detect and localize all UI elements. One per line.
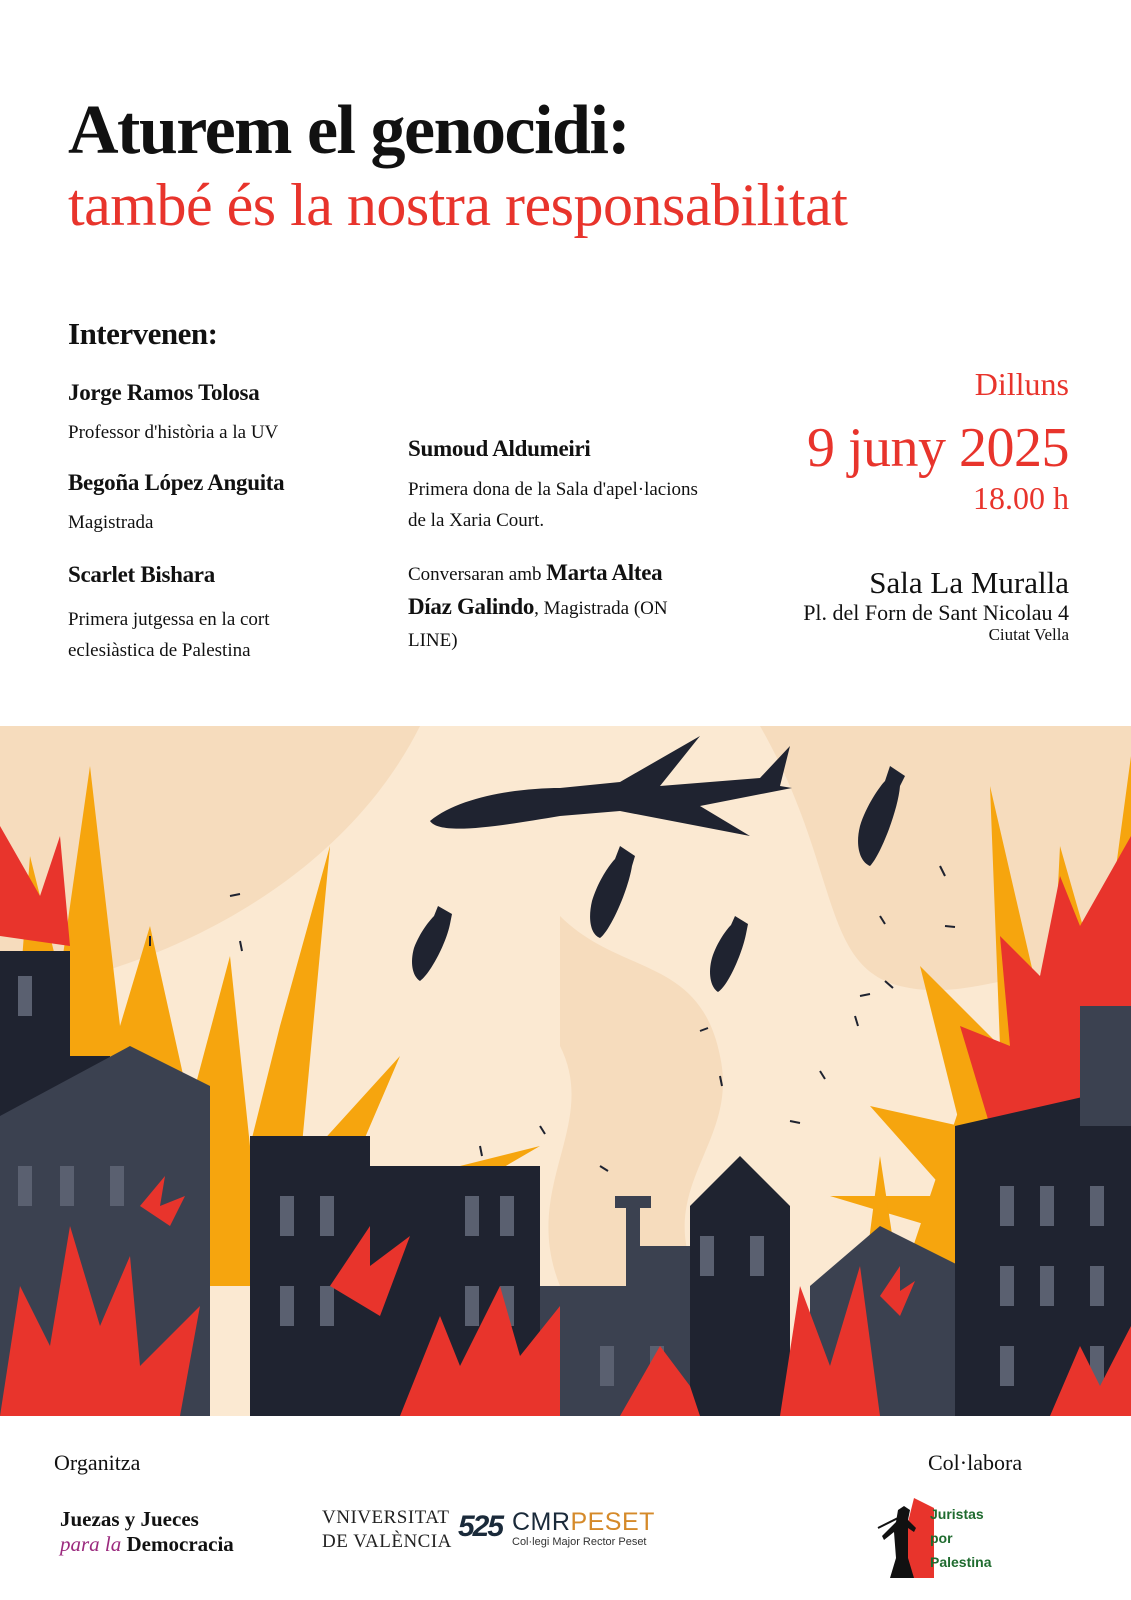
- building: [1080, 1006, 1131, 1126]
- speaker-role: Magistrada: [68, 512, 154, 533]
- cmr-peset-logo: [512, 1508, 655, 1548]
- speaker-name: Jorge Ramos Tolosa: [68, 380, 260, 405]
- speaker-name: Begoña López Anguita: [68, 470, 285, 495]
- speaker-role: Primera jutgessa en la cort eclesiàstica de Palestina: [68, 609, 270, 661]
- logo-text: DE VALÈNCIA: [322, 1531, 452, 1552]
- conversation-prefix: Conversaran amb: [408, 564, 542, 585]
- logo-text: Col·legi Major Rector Peset: [512, 1536, 647, 1548]
- chimney: [626, 1206, 640, 1286]
- juristas-palestina-logo: [874, 1498, 1024, 1578]
- justice-figure-icon: [874, 1498, 934, 1578]
- conversation-moderator: Marta Altea Díaz Galindo: [408, 560, 663, 619]
- venue-name: Sala La Muralla: [869, 565, 1069, 600]
- building: [690, 1156, 790, 1416]
- logo-text: PESET: [570, 1508, 655, 1536]
- event-date: 9 juny 2025: [806, 417, 1069, 479]
- bombing-illustration: [0, 726, 1131, 1416]
- conversation-note: [408, 557, 708, 657]
- speaker-role: Professor d'història a la UV: [68, 422, 279, 443]
- logo-text: para la: [60, 1532, 122, 1556]
- speakers-heading: Intervenen:: [68, 316, 218, 351]
- page-subtitle: també és la nostra responsabilitat: [68, 172, 848, 238]
- venue-district: Ciutat Vella: [988, 625, 1069, 644]
- logo-text: Juristas: [930, 1506, 984, 1522]
- logo-text: por: [930, 1530, 953, 1546]
- page-title: Aturem el genocidi:: [68, 92, 630, 169]
- colabora-label: Col·labora: [928, 1450, 1023, 1475]
- juezas-jueces-logo: [60, 1507, 234, 1557]
- speaker-name: Sumoud Aldumeiri: [408, 436, 591, 461]
- event-time: 18.00 h: [973, 480, 1069, 516]
- logo-text: CMR: [512, 1508, 571, 1536]
- speaker-name: Scarlet Bishara: [68, 562, 215, 587]
- logo-text: Juezas y Jueces: [60, 1507, 199, 1531]
- venue-address: Pl. del Forn de Sant Nicolau 4: [803, 600, 1069, 625]
- logo-text: Democracia: [126, 1532, 234, 1556]
- event-day: Dilluns: [974, 366, 1069, 402]
- organiza-label: Organitza: [54, 1450, 141, 1475]
- logo-text: VNIVERSITAT: [322, 1507, 450, 1528]
- anniversary-logo: 525: [458, 1510, 503, 1543]
- chimney-cap: [615, 1196, 651, 1208]
- universitat-valencia-logo: [322, 1506, 452, 1554]
- conversation-suffix: , Magistrada (ON LINE): [408, 598, 668, 651]
- speaker-role: Primera dona de la Sala d'apel·lacions de la Xaria Court.: [408, 479, 698, 531]
- building: [955, 1086, 1131, 1416]
- logo-text: Palestina: [930, 1554, 992, 1570]
